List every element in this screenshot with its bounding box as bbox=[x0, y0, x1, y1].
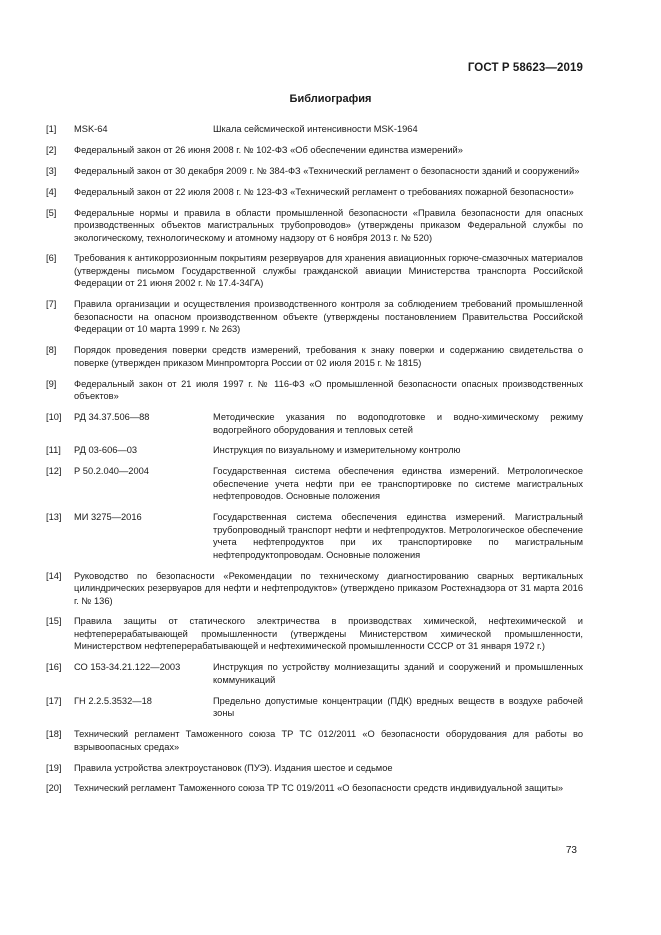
entry-text: Федеральный закон от 30 декабря 2009 г. № 384-ФЗ «Технический регламент о безопасности зданий и сооружений» bbox=[74, 165, 580, 176]
entry-number: [1] bbox=[46, 124, 57, 134]
entry-description: Инструкция по устройству молниезащиты зданий и сооружений и промышленных коммуникаций bbox=[213, 662, 583, 685]
entry-body bbox=[74, 570, 583, 608]
entry-body bbox=[74, 695, 583, 720]
bibliography-list bbox=[46, 123, 583, 803]
entry-number: [8] bbox=[46, 345, 57, 356]
entry-number: [3] bbox=[46, 165, 57, 176]
entry-body bbox=[74, 444, 583, 457]
entry-number: [2] bbox=[46, 144, 57, 155]
page-number: 73 bbox=[565, 845, 577, 856]
entry-number: [9] bbox=[46, 378, 57, 389]
entry-body bbox=[74, 782, 583, 795]
entry-body bbox=[74, 661, 583, 686]
entry-text: Порядок проведения поверки средств измерений, требования к знаку поверки и содержанию свидетельства о поверке (утвержден приказом Минпромторга России от 02 июля 2015 г. № 1815) bbox=[74, 345, 583, 368]
bibliography-entry bbox=[46, 165, 583, 178]
entry-body bbox=[74, 298, 583, 336]
bibliography-entry bbox=[46, 186, 583, 199]
bibliography-entry bbox=[46, 728, 583, 753]
entry-body bbox=[74, 123, 583, 136]
entry-text: Правила устройства электроустановок (ПУЭ). Издания шестое и седьмое bbox=[74, 762, 393, 773]
entry-description: Методические указания по водоподготовке и водно-химическому режиму водогрейного оборудования и тепловых сетей bbox=[213, 412, 583, 435]
entry-number: [11] bbox=[46, 445, 61, 456]
entry-description: Государственная система обеспечения единства измерений. Магистральный трубопроводный транспорт нефти и нефтепродуктов. Метрологическое обеспечение учета нефтепродуктов при их транспортировке по магистральным нефтепродуктопроводам. Основные положения bbox=[213, 512, 583, 560]
entry-description: Шкала сейсмической интенсивности MSK-1964 bbox=[213, 124, 418, 134]
bibliography-entry bbox=[46, 444, 583, 457]
entry-body bbox=[74, 144, 583, 157]
entry-text: Технический регламент Таможенного союза ТР ТС 012/2011 «О безопасности оборудования для работы во взрывоопасных средах» bbox=[74, 729, 583, 752]
entry-body bbox=[74, 344, 583, 369]
entry-number: [16] bbox=[46, 662, 62, 673]
entry-code: РД 34.37.506—88 bbox=[74, 412, 150, 423]
bibliography-entry bbox=[46, 344, 583, 369]
bibliography-entry bbox=[46, 465, 583, 503]
entry-body bbox=[74, 207, 583, 245]
bibliography-entry bbox=[46, 252, 583, 290]
bibliography-entry bbox=[46, 695, 583, 720]
entry-number: [15] bbox=[46, 616, 62, 627]
bibliography-entry bbox=[46, 570, 583, 608]
entry-text: Руководство по безопасности «Рекомендации по техническому диагностированию сварных вертикальных цилиндрических резервуаров для нефти и нефтепродуктов» (утверждено приказом Ростехнадзора от 31 марта 2016 г. № 136) bbox=[74, 570, 583, 606]
entry-text: Федеральный закон от 22 июля 2008 г. № 123-ФЗ «Технический регламент о требованиях пожарной безопасности» bbox=[74, 186, 574, 197]
entry-text: Федеральный закон от 21 июля 1997 г. № 116-ФЗ «О промышленной безопасности опасных производственных объектов» bbox=[74, 378, 583, 402]
entry-code: РД 03-606—03 bbox=[74, 445, 138, 456]
entry-text: Технический регламент Таможенного союза ТР ТС 019/2011 «О безопасности средств индивидуальной защиты» bbox=[74, 783, 564, 794]
entry-text: Федеральный закон от 26 июня 2008 г. № 102-ФЗ «Об обеспечении единства измерений» bbox=[74, 144, 463, 155]
bibliography-entry bbox=[46, 144, 583, 157]
entry-number: [18] bbox=[46, 729, 62, 740]
entry-description: Государственная система обеспечения единства измерений. Метрологическое обеспечение учета нефти при ее транспортировке по системе магистральных нефтепроводов. Основные положения bbox=[213, 466, 583, 502]
entry-number: [20] bbox=[46, 783, 62, 794]
bibliography-entry bbox=[46, 378, 583, 403]
entry-body bbox=[74, 378, 583, 403]
entry-body bbox=[74, 615, 583, 653]
bibliography-entry bbox=[46, 298, 583, 336]
bibliography-entry bbox=[46, 762, 583, 775]
entry-description: Предельно допустимые концентрации (ПДК) вредных веществ в воздухе рабочей зоны bbox=[213, 695, 583, 719]
entry-body bbox=[74, 252, 583, 290]
bibliography-entry bbox=[46, 661, 583, 686]
entry-number: [17] bbox=[46, 695, 62, 706]
bibliography-entry bbox=[46, 411, 583, 436]
entry-code: ГН 2.2.5.3532—18 bbox=[74, 695, 152, 706]
entry-code: СО 153-34.21.122—2003 bbox=[74, 662, 181, 673]
page-title: Библиография bbox=[289, 93, 372, 105]
entry-code: МИ 3275—2016 bbox=[74, 512, 142, 523]
entry-number: [13] bbox=[46, 512, 62, 523]
bibliography-entry bbox=[46, 123, 583, 136]
entry-number: [10] bbox=[46, 412, 62, 423]
bibliography-entry bbox=[46, 207, 583, 245]
entry-text: Требования к антикоррозионным покрытиям резервуаров для хранения авиационных горюче-смазочных материалов (утверждены письмом Государственной службы гражданской авиации Министерства транспорта Российской Федерации от 21 июня 2002 г. № 17.4-34ГА) bbox=[74, 253, 583, 289]
entry-body bbox=[74, 762, 583, 775]
entry-code: Р 50.2.040—2004 bbox=[74, 466, 149, 477]
entry-text: Федеральные нормы и правила в области промышленной безопасности «Правила безопасности для опасных производственных объектов магистральных трубопроводов» (утверждены приказом Федеральной службы по экологическому, технологическому и атомному надзору от 6 ноября 2013 г. № 520) bbox=[74, 207, 583, 243]
entry-number: [14] bbox=[46, 570, 62, 581]
bibliography-entry bbox=[46, 782, 583, 795]
entry-number: [4] bbox=[46, 186, 57, 197]
entry-body bbox=[74, 465, 583, 503]
entry-number: [7] bbox=[46, 299, 57, 310]
bibliography-entry bbox=[46, 511, 583, 561]
entry-body bbox=[74, 165, 583, 178]
entry-body bbox=[74, 186, 583, 199]
entry-number: [19] bbox=[46, 762, 62, 773]
entry-number: [5] bbox=[46, 207, 57, 218]
entry-text: Правила защиты от статического электричества в производствах химической, нефтехимической и нефтеперерабатывающей промышленности (утверждены Министерством химической промышленности, Министерством нефтеперерабатывающей и нефтехимической промышленности СССР от 31 января 1972 г.) bbox=[74, 616, 583, 652]
entry-description: Инструкция по визуальному и измерительному контролю bbox=[213, 445, 461, 456]
entry-body bbox=[74, 728, 583, 753]
entry-number: [12] bbox=[46, 466, 62, 477]
bibliography-entry bbox=[46, 615, 583, 653]
entry-text: Правила организации и осуществления производственного контроля за соблюдением требований промышленной безопасности на опасном производственном объекте (утверждены постановлением Правительства Российской Федерации от 10 марта 1999 г. № 263) bbox=[74, 299, 583, 335]
entry-code: MSK-64 bbox=[74, 124, 108, 134]
entry-body bbox=[74, 411, 583, 436]
entry-body bbox=[74, 511, 583, 561]
standard-designation: ГОСТ Р 58623—2019 bbox=[467, 62, 583, 74]
entry-number: [6] bbox=[46, 253, 57, 264]
